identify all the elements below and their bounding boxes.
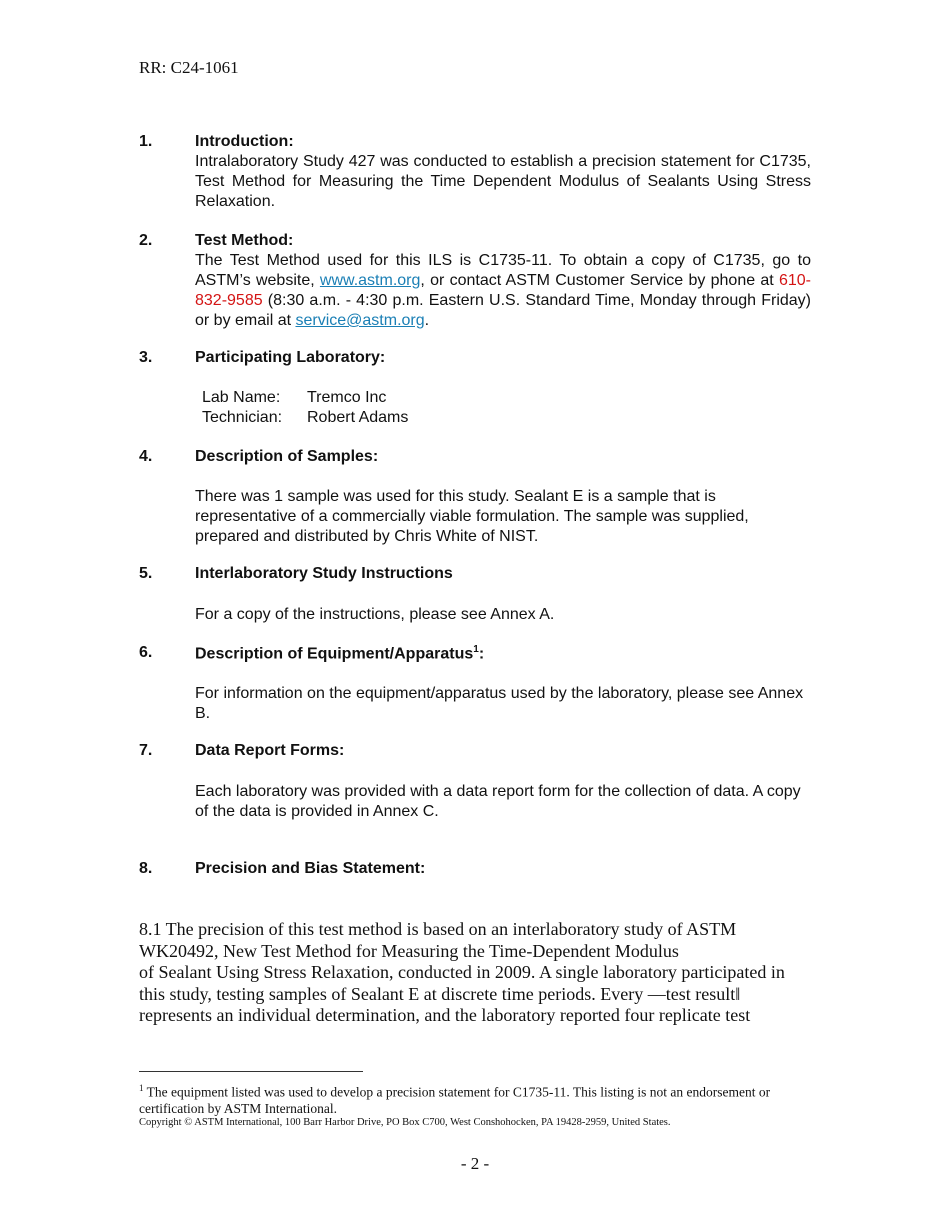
precision-line: this study, testing samples of Sealant E at discrete time periods. Every ―test result‖ [139, 983, 741, 1004]
section-5-body: For a copy of the instructions, please see Annex A. [195, 606, 555, 623]
precision-statement-paragraph [139, 919, 811, 1027]
precision-line: WK20492, New Test Method for Measuring the Time-Dependent Modulus [139, 940, 679, 961]
section-6-title [195, 644, 484, 663]
technician-label: Technician: [202, 409, 283, 426]
customer-service-phone: 610-832-9585 [195, 272, 811, 309]
lab-name-label: Lab Name: [202, 389, 281, 406]
precision-line: 8.1 The precision of this test method is based on an interlaboratory study of ASTM [139, 919, 737, 939]
section-1-title: Introduction: [195, 133, 294, 150]
section-2-text-c: (8:30 a.m. - 4:30 p.m. Eastern U.S. Standard Time, Monday through Friday) or by email at [195, 292, 811, 329]
section-6-body: For information on the equipment/apparatus used by the laboratory, please see Annex B. [195, 685, 804, 722]
section-8-number: 8. [139, 860, 153, 877]
page-number: - 2 - [460, 1154, 490, 1173]
section-1-body: Intralaboratory Study 427 was conducted to establish a precision statement for C1735, Test Method for Measuring the Time Dependent Modulus of Sealants Using Stress Relaxation. [195, 153, 811, 210]
section-5-title: Interlaboratory Study Instructions [195, 565, 453, 582]
precision-line: of Sealant Using Stress Relaxation, conducted in 2009. A single laboratory participated in [139, 962, 785, 982]
technician-row [202, 408, 408, 428]
section-7-number: 7. [139, 742, 153, 759]
section-8-title: Precision and Bias Statement: [195, 860, 426, 877]
section-2-text-a: The Test Method used for this ILS is C1735-11. To obtain a copy of C1735, go to ASTM’s website, [195, 252, 811, 289]
astm-website-link[interactable]: www.astm.org [319, 272, 421, 289]
section-7-body: Each laboratory was provided with a data report form for the collection of data. A copy of the data is provided in Annex C. [195, 783, 801, 820]
footnote-mark: 1 [139, 1083, 144, 1093]
section-5-number: 5. [139, 565, 153, 582]
copyright-notice: Copyright © ASTM International, 100 Barr Harbor Drive, PO Box C700, West Conshohocken, PA 19428-2959, United States. [139, 1117, 671, 1128]
footnote-text: The equipment listed was used to develop a precision statement for C1735-11. This listing is not an endorsement or certification by ASTM International. [139, 1084, 771, 1116]
lab-info-table [202, 388, 408, 428]
section-2-title: Test Method: [195, 232, 294, 249]
section-2-text-d: . [424, 312, 430, 329]
footnote [139, 1080, 811, 1117]
lab-name-row [202, 388, 408, 408]
report-id-header: RR: C24-1061 [139, 58, 239, 77]
precision-line: represents an individual determination, and the laboratory reported four replicate test [139, 1005, 751, 1025]
section-4-number: 4. [139, 448, 153, 465]
section-4-title: Description of Samples: [195, 448, 379, 465]
footnote-reference: 1 [473, 644, 479, 655]
section-1-number: 1. [139, 133, 153, 150]
section-3-number: 3. [139, 349, 153, 366]
footnote-divider [139, 1071, 363, 1072]
service-email-link[interactable]: service@astm.org [295, 312, 425, 329]
technician-value: Robert Adams [307, 409, 409, 426]
section-6-number: 6. [139, 644, 153, 661]
section-3-title: Participating Laboratory: [195, 349, 386, 366]
lab-name-value: Tremco Inc [307, 389, 387, 406]
section-6-title-colon: : [478, 645, 485, 663]
section-6-title-text: Description of Equipment/Apparatus [195, 645, 474, 663]
section-2-number: 2. [139, 232, 153, 249]
section-7-title: Data Report Forms: [195, 742, 345, 759]
section-2-text-b: , or contact ASTM Customer Service by phone at [420, 272, 779, 289]
section-2-body [195, 251, 811, 331]
section-4-body: There was 1 sample was used for this study. Sealant E is a sample that is representative of a commercially viable formulation. The sample was supplied, prepared and distributed by Chris White of NIST. [195, 488, 749, 545]
